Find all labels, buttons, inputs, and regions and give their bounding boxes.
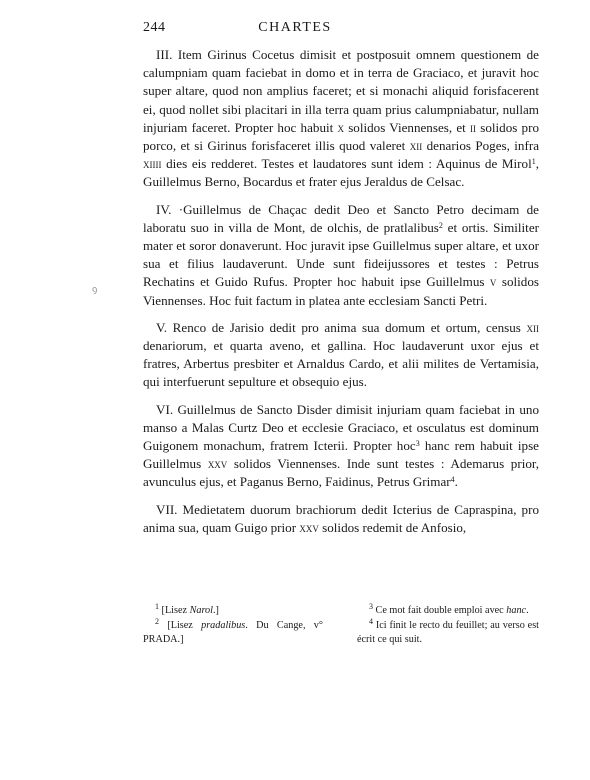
charter-text — [143, 46, 539, 537]
footnote-ref-4: 4 — [450, 475, 455, 485]
charter-paragraph-vi: VI. Guillelmus de Sancto Disder dimisit injuriam quam faciebat in uno manso a Malas Curtz Deo et ecclesie Graciaco, et osculatus est dominum Guigonem monachum, fratrem Icterii. Propter hoc$^3$ hanc rem habuit ipse Guillelmus xxv solidos Viennenses. Inde sunt testes : Ademarus prior, avunculus ejus, et Paganus Berno, Faidinus, Petrus Grimar$^4$. — [143, 401, 539, 490]
footnote-1: $^1$ [Lisez Narol.] — [155, 602, 219, 616]
footnote-ref-3: 3 — [415, 439, 420, 449]
footnotes — [143, 604, 539, 648]
page-number: 244 — [143, 20, 166, 35]
charter-paragraph-iii: III. Item Girinus Cocetus dimisit et postposuit omnem questionem de calumpniam quam faciebat in domo et in terra de Graciaco, et juravit hoc super altare, quod non amplius faceret; et si monachi aliquid forisfacerent ei, quod nollet sibi placitari in illa terra quam prius calumpniabatur, nullam injuriam faceret. Propter hoc habuit x solidos Viennenses, et ii solidos pro porco, et si Girinus forisfaceret illis quod valeret xii denarios Poges, infra xiiii dies eis redderet. Testes et laudatores sunt idem : Aquinus de Mirol$^1$, Guillelmus Berno, Bocardus et frater ejus Jeraldus de Celsac. — [143, 47, 540, 190]
footnote-3: $^3$ Ce mot fait double emploi avec hanc. — [369, 602, 529, 616]
charter-paragraph-vii: VII. Medietatem duorum brachiorum dedit Icterius de Capraspina, pro anima sua, quam Guigo prior xxv solidos redemit de Anfosio, — [143, 501, 539, 535]
footnotes-left-column — [143, 604, 323, 648]
charter-paragraph-v: V. Renco de Jarisio dedit pro anima sua domum et ortum, census xii denariorum, et quarta aveno, et gallina. Hoc laudaverunt uxor ejus et fratres, Arbertus presbiter et Arnaldus Cardo, et alii milites de Vertamisia, qui interfuerunt sepulture et obsequio ejus. — [143, 319, 539, 390]
footnotes-right-column — [357, 604, 539, 648]
charter-paragraph-iv: IV. ·Guillelmus de Chaçac dedit Deo et Sancto Petro decimam de laboratu suo in villa de Mont, de olchis, de pratlalibus$^2$ et ortis. Similiter mater et soror donaverunt. Hoc juravit ipse Guillelmus super altare, et uxor sua et filius laudaverunt. Unde sunt fideijussores et testes : Petrus Rechatins et Guido Rufus. Propter hoc habuit ipse Guillelmus v solidos Viennenses. Hoc fuit factum in platea ante ecclesiam Sancti Petri. — [143, 201, 539, 308]
footnote-4: $^4$ Ici finit le recto du feuillet; au verso est écrit ce qui suit. — [357, 616, 539, 645]
footnote-2: $^2$ [Lisez pradalibus. Du Cange, v° PRADA.] — [143, 616, 323, 645]
footnote-ref-1: 1 — [531, 157, 536, 167]
footnote-ref-2: 2 — [438, 220, 443, 230]
running-title: CHARTES — [258, 20, 332, 35]
margin-mark: ꝯ — [92, 284, 98, 294]
